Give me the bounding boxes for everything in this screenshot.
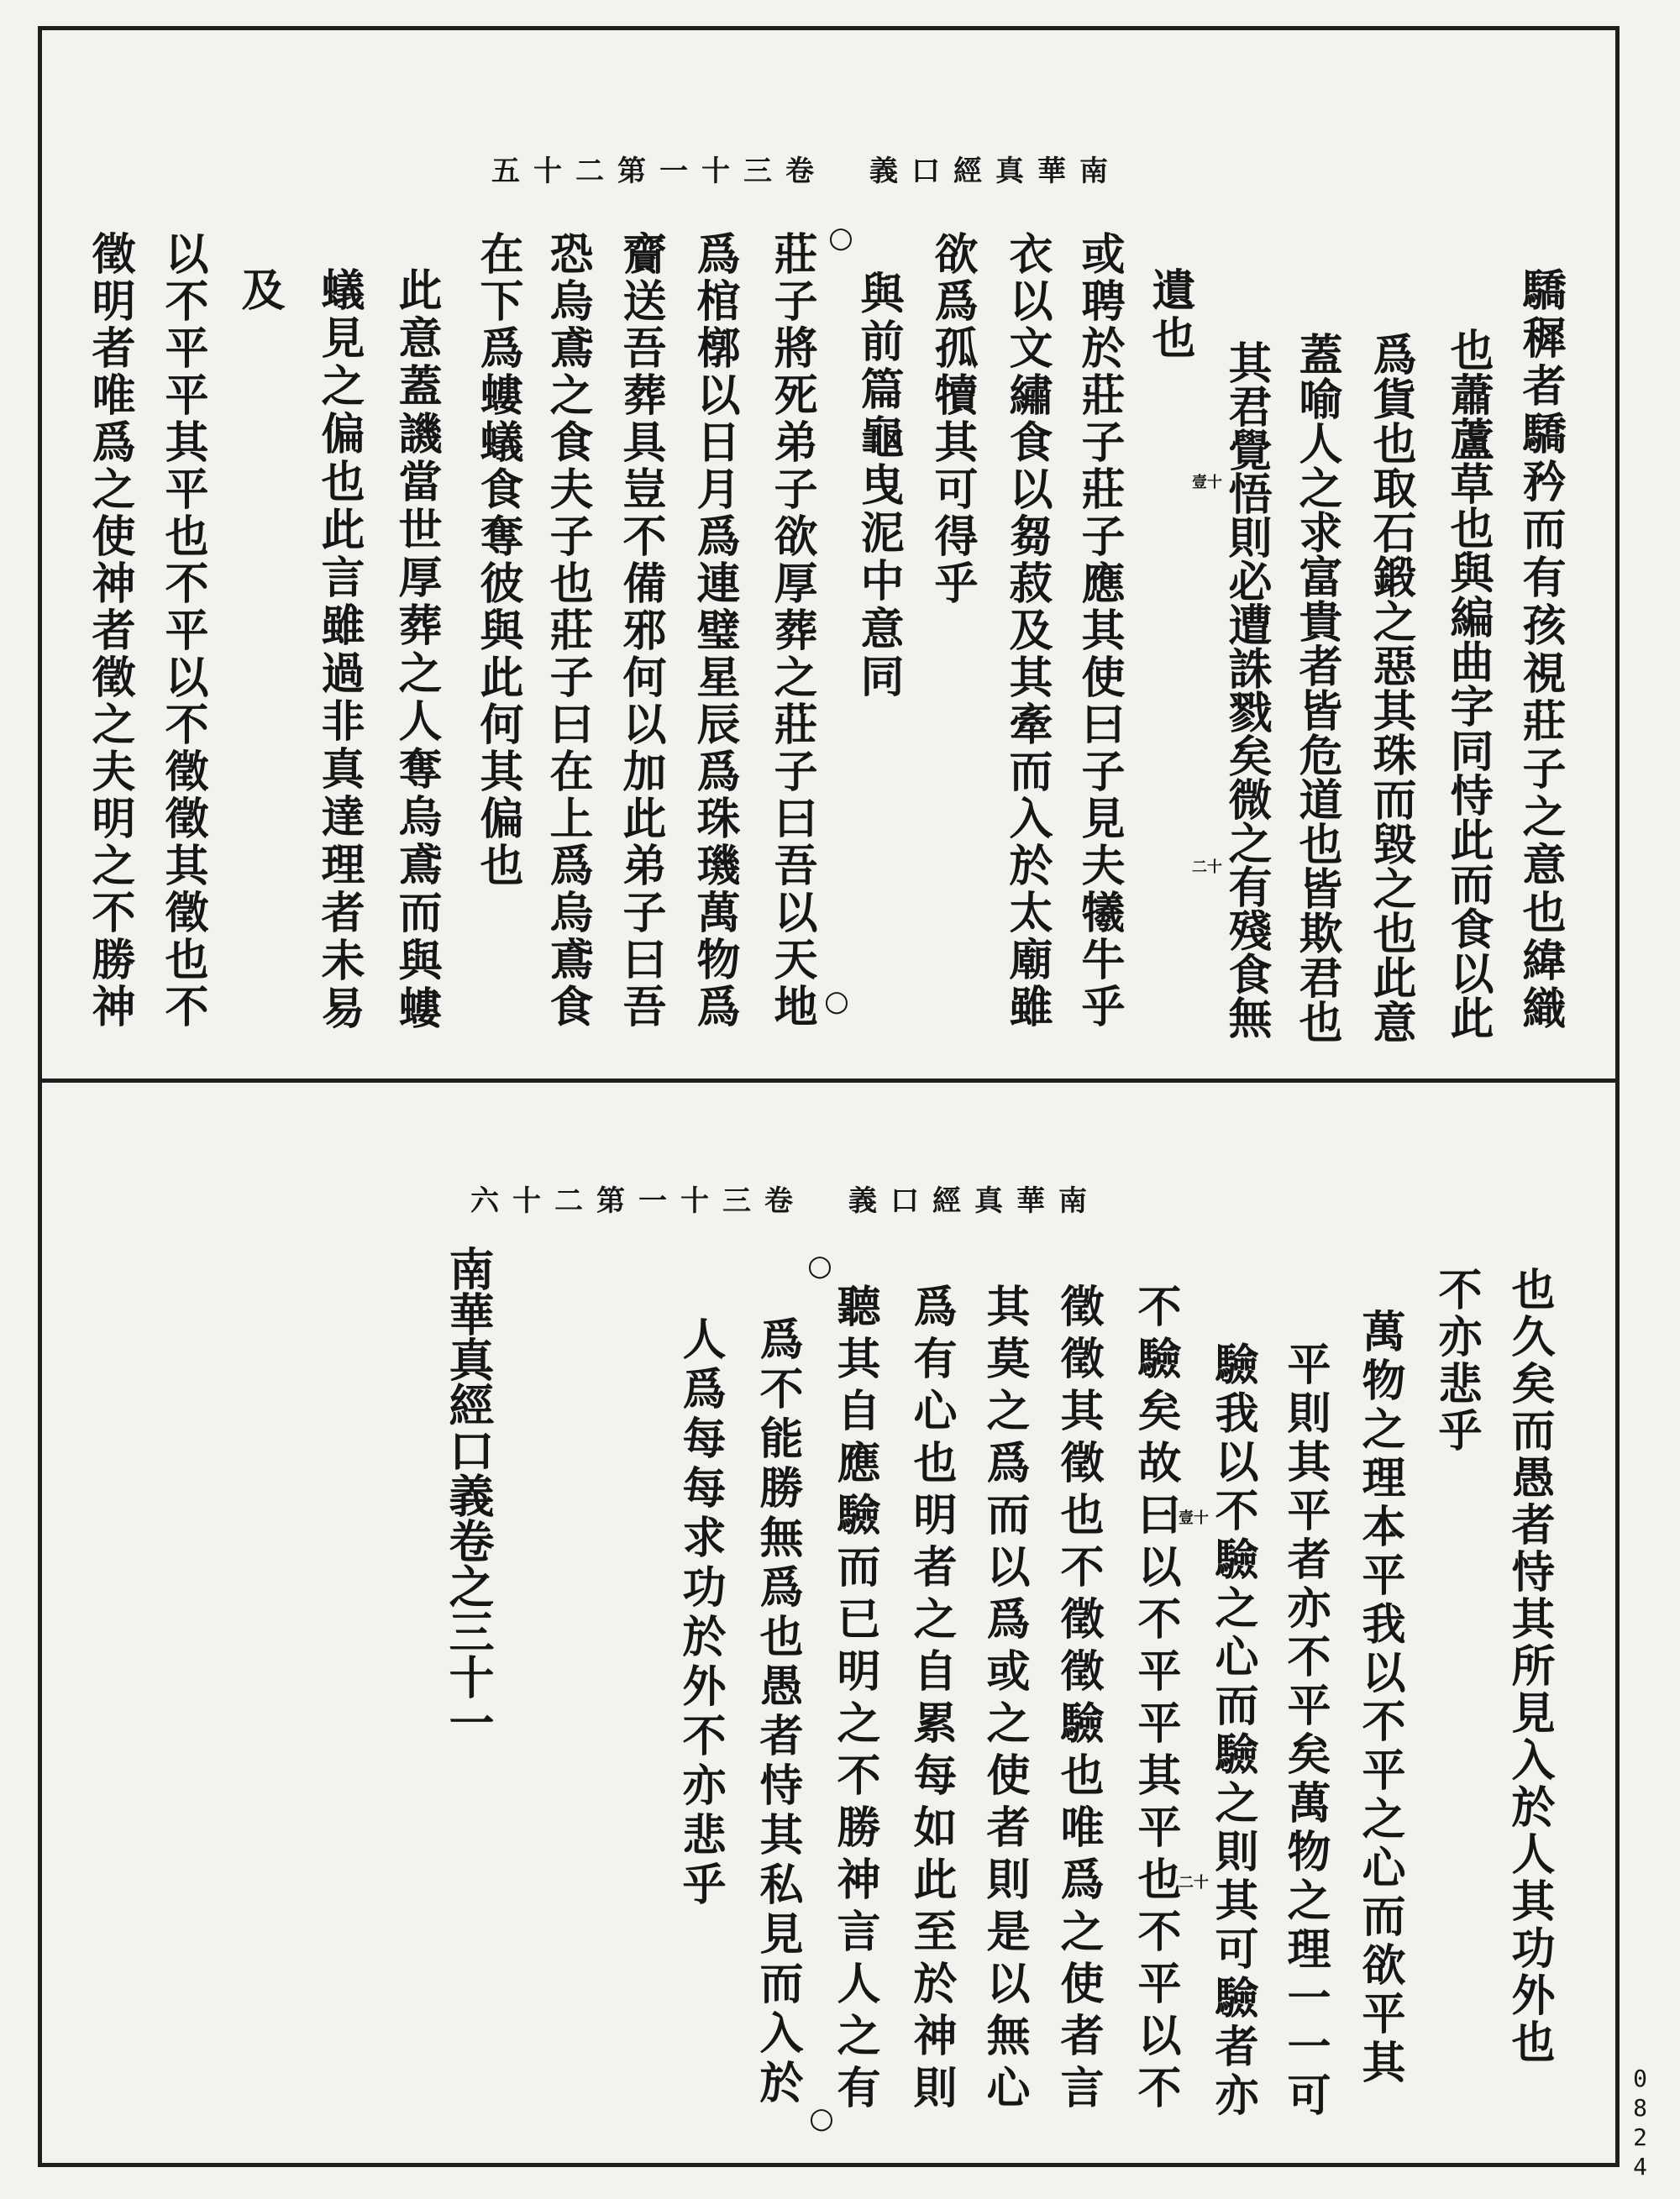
text-column: 不亦悲乎 — [1431, 1267, 1482, 1455]
text-column: 其君覺悟則必遭誅戮矣微之有殘食無 — [1221, 340, 1272, 1039]
text-column: 衣以文繡食以芻菽及其牽而入於太廟雖 — [1001, 231, 1053, 1031]
text-column: 萬物之理本平我以不平之心而欲平其 — [1354, 1309, 1405, 2088]
text-column: 與前篇龜曳泥中意同 — [853, 270, 904, 701]
text-column: 以不平平其平也不平以不徵徵其徵也不 — [157, 231, 208, 1031]
text-column: 遺也 — [1144, 267, 1195, 363]
text-column: 驕穉者驕矜而有孩視莊子之意也緯織 — [1515, 267, 1566, 1033]
section-circle-mark: ○ — [824, 984, 849, 1018]
text-column: 此意蓋譏當世厚葬之人奪烏鳶而與螻 — [391, 267, 442, 1033]
text-column: 也久矣而愚者恃其所見入於人其功外也 — [1504, 1267, 1555, 2066]
running-header: 南華真經口義 卷三十一第二十六 — [470, 1184, 1100, 1218]
text-column: 爲有心也明者之自累每如此至於神則 — [906, 1283, 957, 2117]
page-number: 0824 — [1626, 2065, 1654, 2182]
text-column: 人爲每每求功於外不亦悲乎 — [675, 1316, 726, 1911]
text-column: 蟻見之偏也此言雖過非真達理者未易 — [313, 267, 365, 1033]
text-column: 蓋喻人之求富貴者皆危道也皆欺君也 — [1291, 332, 1342, 1044]
section-circle-mark: ○ — [828, 221, 853, 255]
text-column: 齎送吾葬具豈不備邪何以加此弟子曰吾 — [615, 231, 666, 1031]
text-column: 莊子將死弟子欲厚葬之莊子曰吾以天地 — [766, 231, 817, 1031]
section-circle-mark: ○ — [807, 1249, 832, 1283]
text-column: 爲棺槨以日月爲連璧星辰爲珠璣萬物爲 — [689, 231, 740, 1031]
text-column: 徵徵其徵也不徵徵驗也唯爲之使者言 — [1053, 1283, 1104, 2117]
text-column: 聽其自應驗而已明之不勝神言人之有 — [829, 1283, 880, 2117]
text-column: 及 — [234, 267, 285, 315]
margin-note: 壹十 — [1192, 474, 1222, 491]
text-column: 欲爲孤犢其可得乎 — [927, 231, 978, 607]
text-column: 在下爲螻蟻食奪彼與此何其偏也 — [472, 231, 523, 890]
section-circle-mark: ○ — [809, 2102, 834, 2135]
text-column: 恐烏鳶之食夫子也莊子曰在上爲烏鳶食 — [542, 231, 593, 1031]
margin-note: 二十 — [1179, 1874, 1209, 1892]
bottom-panel — [0, 1081, 1680, 2199]
text-column: 爲貨也取石鍛之惡其珠而毀之也此意 — [1365, 332, 1416, 1044]
text-column: 平則其平者亦不平矣萬物之理一一可 — [1279, 1341, 1331, 2121]
margin-note: 壹十 — [1179, 1509, 1209, 1527]
text-column: 也蕭蘆草也與編曲字同恃此而食以此 — [1442, 328, 1494, 1040]
top-panel — [0, 0, 1680, 1081]
text-column: 爲不能勝無爲也愚者恃其私見而入於 — [752, 1316, 803, 2109]
volume-end-title: 南華真經口義卷之三十一 — [442, 1246, 496, 1745]
text-column: 徵明者唯爲之使神者徵之夫明之不勝神 — [84, 231, 135, 1031]
running-header: 南華真經口義 卷三十一第二十五 — [491, 155, 1121, 188]
text-column: 驗我以不驗之心而驗之則其可驗者亦 — [1207, 1341, 1258, 2121]
text-column: 不驗矣故曰以不平平其平也不平以不 — [1130, 1283, 1181, 2117]
text-column: 或聘於莊子莊子應其使曰子見夫犧牛乎 — [1074, 231, 1125, 1031]
text-column: 其莫之爲而以爲或之使者則是以無心 — [979, 1283, 1030, 2117]
margin-note: 二十 — [1192, 858, 1222, 876]
